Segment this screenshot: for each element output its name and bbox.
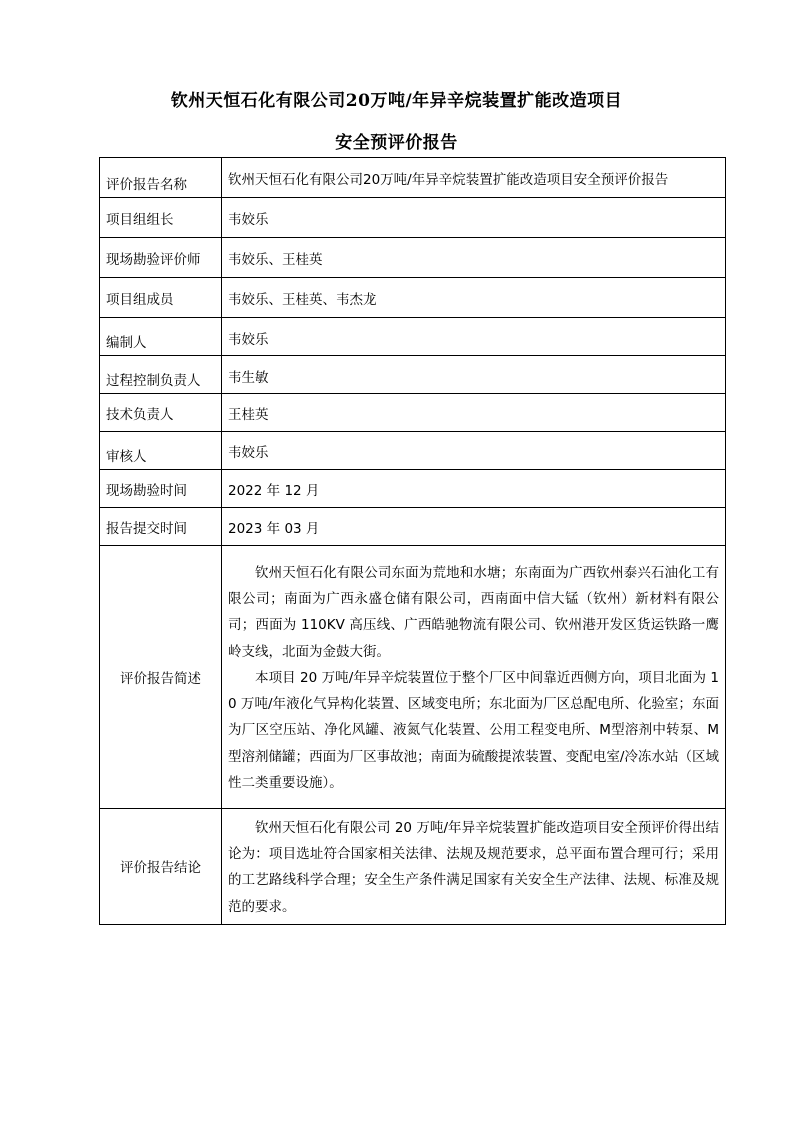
- row-label-conclusion: 评价报告结论: [100, 809, 222, 925]
- table-row: [100, 238, 726, 278]
- row-label-summary: 评价报告简述: [100, 546, 222, 809]
- row-value-team-leader: 韦姣乐: [222, 198, 726, 238]
- row-value-reviewer: 韦姣乐: [222, 432, 726, 470]
- row-value-conclusion: [222, 809, 726, 925]
- row-label-submission-time: 报告提交时间: [100, 508, 222, 546]
- report-info-table: [99, 157, 726, 925]
- row-label-reviewer: 审核人: [100, 432, 222, 470]
- row-value-submission-time: 2023 年 03 月: [222, 508, 726, 546]
- table-row: [100, 546, 726, 809]
- row-label-team-leader: 项目组组长: [100, 198, 222, 238]
- document-title-line-2: 安全预评价报告: [335, 133, 458, 153]
- row-label-process-control: 过程控制负责人: [100, 356, 222, 394]
- table-row: [100, 432, 726, 470]
- row-label-site-survey-time: 现场勘验时间: [100, 470, 222, 508]
- table-row: [100, 158, 726, 198]
- row-label-compiler: 编制人: [100, 318, 222, 356]
- table-row: [100, 394, 726, 432]
- summary-paragraph-2: 本项目 20 万吨/年异辛烷装置位于整个厂区中间靠近西侧方向，项目北面为 10 万吨/年液化气异构化装置、区域变电所；东北面为厂区总配电所、化验室；东面为厂区空压站、净化风罐、液氮气化装置、公用工程变电所、M型溶剂中转泵、M型溶剂储罐；西面为厂区事故池；南面为硫酸提浓装置、变配电室/冷冻水站（区域性二类重要设施）。: [228, 669, 719, 791]
- row-value-technical-lead: 王桂英: [222, 394, 726, 432]
- row-label-team-members: 项目组成员: [100, 278, 222, 318]
- table-row: [100, 318, 726, 356]
- row-value-summary: [222, 546, 726, 809]
- summary-paragraph-1: 钦州天恒石化有限公司东面为荒地和水塘；东南面为广西钦州泰兴石油化工有限公司；南面为广西永盛仓储有限公司，西南面中信大锰（钦州）新材料有限公司；西面为 110KV 高压线、广西皓驰物流有限公司、钦州港开发区货运铁路一鹰岭支线，北面为金鼓大街。: [228, 565, 719, 660]
- row-value-team-members: 韦姣乐、王桂英、韦杰龙: [222, 278, 726, 318]
- document-title-line-1: 钦州天恒石化有限公司20万吨/年异辛烷装置扩能改造项目: [170, 91, 623, 111]
- table-row: [100, 278, 726, 318]
- row-value-report-name: 钦州天恒石化有限公司20万吨/年异辛烷装置扩能改造项目安全预评价报告: [222, 158, 726, 198]
- row-label-technical-lead: 技术负责人: [100, 394, 222, 432]
- row-value-compiler: 韦姣乐: [222, 318, 726, 356]
- table-row: [100, 508, 726, 546]
- row-label-site-evaluator: 现场勘验评价师: [100, 238, 222, 278]
- row-label-report-name: 评价报告名称: [100, 158, 222, 198]
- row-value-site-survey-time: 2022 年 12 月: [222, 470, 726, 508]
- table-row: [100, 198, 726, 238]
- row-value-process-control: 韦生敏: [222, 356, 726, 394]
- table-row: [100, 470, 726, 508]
- conclusion-paragraph: 钦州天恒石化有限公司 20 万吨/年异辛烷装置扩能改造项目安全预评价得出结论为：项目选址符合国家相关法律、法规及规范要求，总平面布置合理可行；采用的工艺路线科学合理；安全生产条件满足国家有关安全生产法律、法规、标准及规范的要求。: [228, 820, 719, 915]
- table-row: [100, 809, 726, 925]
- row-value-site-evaluator: 韦姣乐、王桂英: [222, 238, 726, 278]
- table-row: [100, 356, 726, 394]
